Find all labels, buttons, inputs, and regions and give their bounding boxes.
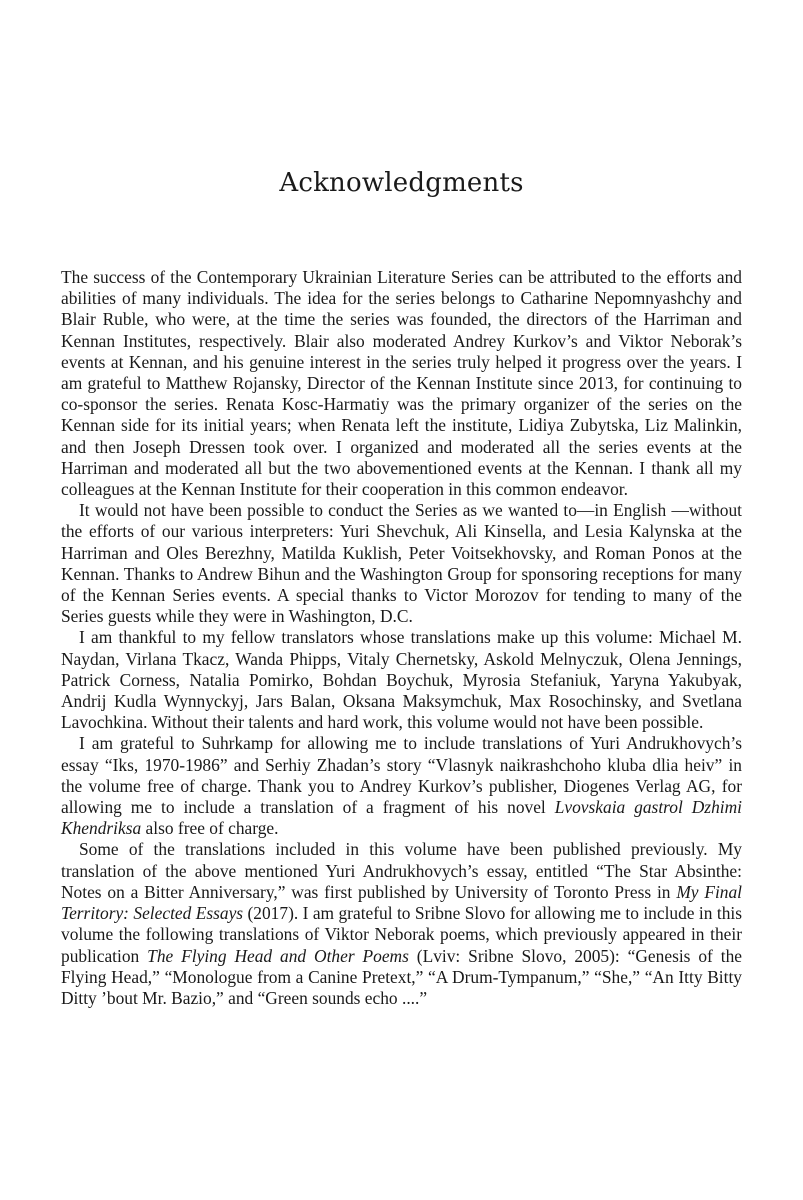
page-title: Acknowledgments [279,168,524,198]
paragraph: The success of the Contemporary Ukrainian Literature Series can be attributed to the efforts and abilities of many individuals. The idea for the series belongs to Catharine Nepomnyashchy and Blair Ruble, who were, at the time the series was founded, the directors of the Harriman and Kennan Institutes, respectively. Blair also moderated Andrey Kurkov’s and Viktor Neborak’s events at Kennan, and his genuine interest in the series truly helped it progress over the years. I am grateful to Matthew Rojansky, Director of the Kennan Institute since 2013, for continuing to co-sponsor the series. Renata Kosc-Harmatiy was the primary organizer of the series on the Kennan side for its initial years; when Renata left the institute, Lidiya Zubytska, Liz Malinkin, and then Joseph Dressen took over. I organized and moderated all the series events at the Harriman and moderated all but the two abovementioned events at the Kennan. I thank all my colleagues at the Kennan Institute for their cooperation in this common endeavor. [61,267,742,500]
paragraph-text: Some of the translations included in this volume have been published previously. My translation of the above mentioned Yuri Andrukhovych’s essay, entitled “The Star Absinthe: Notes on a Bitter Anniversary,” was first published by University of Toronto Press in [61,839,742,902]
paragraph: It would not have been possible to conduct the Series as we wanted to—in English —without the efforts of our various interpreters: Yuri Shevchuk, Ali Kinsella, and Lesia Kalynska at the Harriman and Oles Berezhny, Matilda Kuklish, Peter Voitsekhovsky, and Roman Ponos at the Kennan. Thanks to Andrew Bihun and the Washington Group for sponsoring receptions for many of the Kennan Series events. A special thanks to Victor Morozov for tending to many of the Series guests while they were in Washington, D.C. [61,500,742,627]
paragraph-text: (Lviv: Sribne Slovo, 2005): “Genesis of the Flying Head,” “Monologue from a Canine Pretext,” “A Drum-Tympanum,” “She,” “An Itty Bitty Ditty ’bout Mr. Bazio,” and “Green sounds echo ....” [61,945,742,1008]
acknowledgments-body [61,267,742,1009]
paragraph [61,839,742,1009]
paragraph [61,733,742,839]
paragraph: I am thankful to my fellow translators whose translations make up this volume: Michael M. Naydan, Virlana Tkacz, Wanda Phipps, Vitaly Chernetsky, Askold Melnyczuk, Olena Jennings, Patrick Corness, Natalia Pomirko, Bohdan Boychuk, Myrosia Stefaniuk, Yaryna Yakubyak, Andrij Kudla Wynnyckyj, Jars Balan, Oksana Maksymchuk, Max Rosochinsky, and Svetlana Lavochkina. Without their talents and hard work, this volume would not have been possible. [61,627,742,733]
book-title: Lvovskaia gastrol Dzhimi Khendriksa [61,797,742,839]
book-title: My Final Territory: Selected Essays [61,881,743,924]
paragraph-text: also free of charge. [141,818,279,839]
book-title: The Flying Head and Other Poems [147,945,409,966]
paragraph-text: I am grateful to Suhrkamp for allowing me to include translations of Yuri Andrukhovych’s essay “Iks, 1970-1986” and Serhiy Zhadan’s story “Vlasnyk naikrashchoho kluba dlia heiv” in the volume free of charge. Thank you to Andrey Kurkov’s publisher, Diogenes Verlag AG, for allowing me to include a translation of a fragment of his novel [61,733,742,818]
paragraph-text: (2017). I am grateful to Sribne Slovo for allowing me to include in this volume the following translations of Viktor Neborak poems, which previously appeared in their publication [61,903,742,966]
